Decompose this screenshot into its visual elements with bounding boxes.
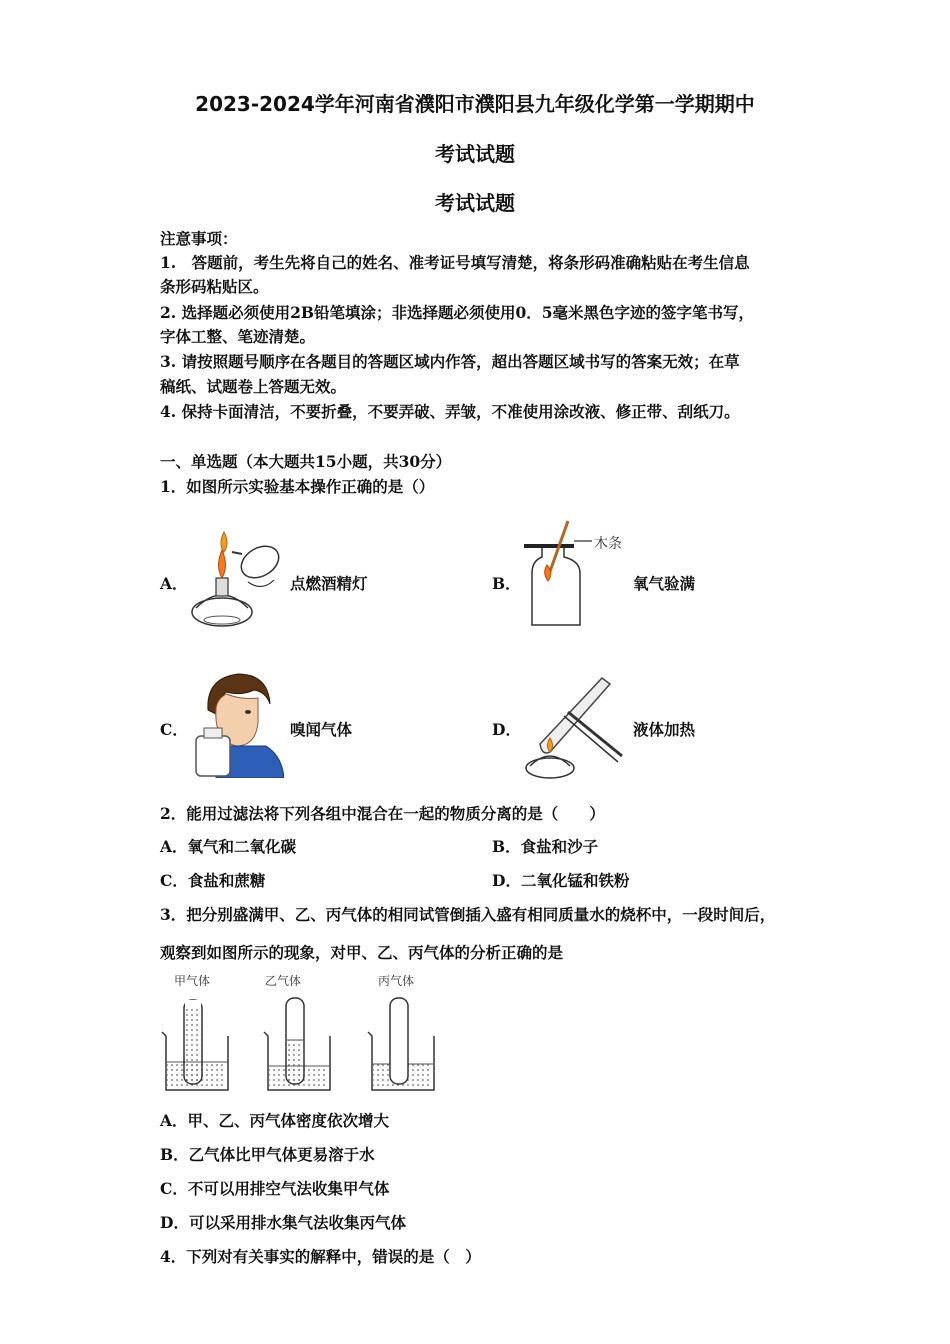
notice-line: 稿纸、试题卷上答题无效。 (160, 377, 347, 396)
q1-option-b-label: B． (492, 574, 521, 593)
notice-line: 条形码粘贴区。 (160, 277, 269, 296)
exam-title: 2023-2024学年河南省濮阳市濮阳县九年级化学第一学期期中 (195, 92, 755, 116)
q3-option-b-text: 乙气体比甲气体更易溶于水 (188, 1145, 375, 1164)
q1-option-c-label: C． (160, 720, 188, 739)
q3-option-d-text: 可以采用排水集气法收集丙气体 (188, 1213, 406, 1232)
q2-option-d (492, 869, 629, 891)
alcohol-lamp-lighting-figure (182, 522, 292, 634)
gas-yi-label: 乙气体 (265, 974, 302, 988)
q2-option-c-label: C． (160, 871, 188, 890)
notice-line: 1. 答题前，考生先将自己的姓名、准考证号填写清楚，将条形码准确粘贴在考生信息 (160, 253, 750, 272)
q2-option-c-text: 食盐和蔗糖 (187, 871, 266, 890)
notice-line: 3. 请按照题号顺序在各题目的答题区域内作答，超出答题区域书写的答案无效；在草 (160, 352, 740, 371)
beaker-bing-figure (366, 988, 440, 1094)
q3-option-a-text: 甲、乙、丙气体密度依次增大 (187, 1111, 390, 1130)
exam-subtitle-repeat: 考试试题 (435, 191, 515, 215)
q1-option-c-caption: 嗅闻气体 (290, 720, 353, 739)
q2-option-a-label: A． (160, 837, 188, 856)
wood-strip-label: 木条 (594, 536, 622, 552)
q3-option-b-label: B． (160, 1145, 189, 1164)
gas-bing-label: 丙气体 (378, 974, 415, 988)
q3-option-d-label: D． (160, 1213, 189, 1232)
q2-option-b-label: B． (492, 837, 521, 856)
question-2-stem: 2．能用过滤法将下列各组中混合在一起的物质分离的是（ ） (160, 804, 605, 823)
q3-option-c-label: C． (160, 1179, 188, 1198)
q2-option-d-text: 二氧化锰和铁粉 (520, 871, 630, 890)
q2-option-b (492, 835, 598, 857)
question-4-stem: 4．下列对有关事实的解释中，错误的是（ ） (160, 1247, 481, 1266)
notice-line: 字体工整、笔迹清楚。 (160, 327, 316, 346)
notice-line: 4. 保持卡面清洁，不要折叠，不要弄破、弄皱，不准使用涂改液、修正带、刮纸刀。 (160, 402, 740, 421)
beaker-yi-figure (262, 988, 336, 1094)
q2-option-d-label: D． (492, 871, 521, 890)
exam-subtitle: 考试试题 (435, 142, 515, 166)
q2-option-a-text: 氧气和二氧化碳 (187, 837, 297, 856)
q1-option-a-label: A． (160, 574, 188, 593)
q1-option-d-label: D． (492, 720, 521, 739)
q2-option-a (160, 835, 296, 857)
gas-jia-label: 甲气体 (174, 974, 211, 988)
section-heading: 一、单选题（本大题共15小题，共30分） (160, 452, 452, 471)
q2-option-b-text: 食盐和沙子 (520, 837, 599, 856)
q1-option-d-caption: 液体加热 (633, 720, 696, 739)
smelling-gas-figure (192, 670, 284, 778)
q3-option-a (160, 1109, 389, 1131)
notice-line: 2. 选择题必须使用2B铅笔填涂；非选择题必须使用0．5毫米黑色字迹的签字笔书写， (160, 303, 755, 322)
question-3-stem-line2: 观察到如图所示的现象，对甲、乙、丙气体的分析正确的是 (160, 943, 564, 962)
q3-option-c (160, 1177, 389, 1199)
notice-heading: 注意事项： (160, 229, 238, 248)
question-1-stem: 1．如图所示实验基本操作正确的是（） (160, 477, 435, 496)
beaker-jia-figure (160, 988, 234, 1094)
q3-option-b (160, 1143, 375, 1165)
oxygen-check-figure (520, 517, 600, 629)
question-3-stem-line1: 3．把分别盛满甲、乙、丙气体的相同试管倒插入盛有相同质量水的烧杯中，一段时间后， (160, 905, 776, 924)
q3-option-c-text: 不可以用排空气法收集甲气体 (187, 1179, 390, 1198)
q2-option-c (160, 869, 265, 891)
q3-option-d (160, 1211, 406, 1233)
q1-option-b-caption: 氧气验满 (633, 574, 696, 593)
q1-option-a-caption: 点燃酒精灯 (290, 574, 368, 593)
q3-option-a-label: A． (160, 1111, 188, 1130)
liquid-heating-figure (518, 670, 628, 780)
